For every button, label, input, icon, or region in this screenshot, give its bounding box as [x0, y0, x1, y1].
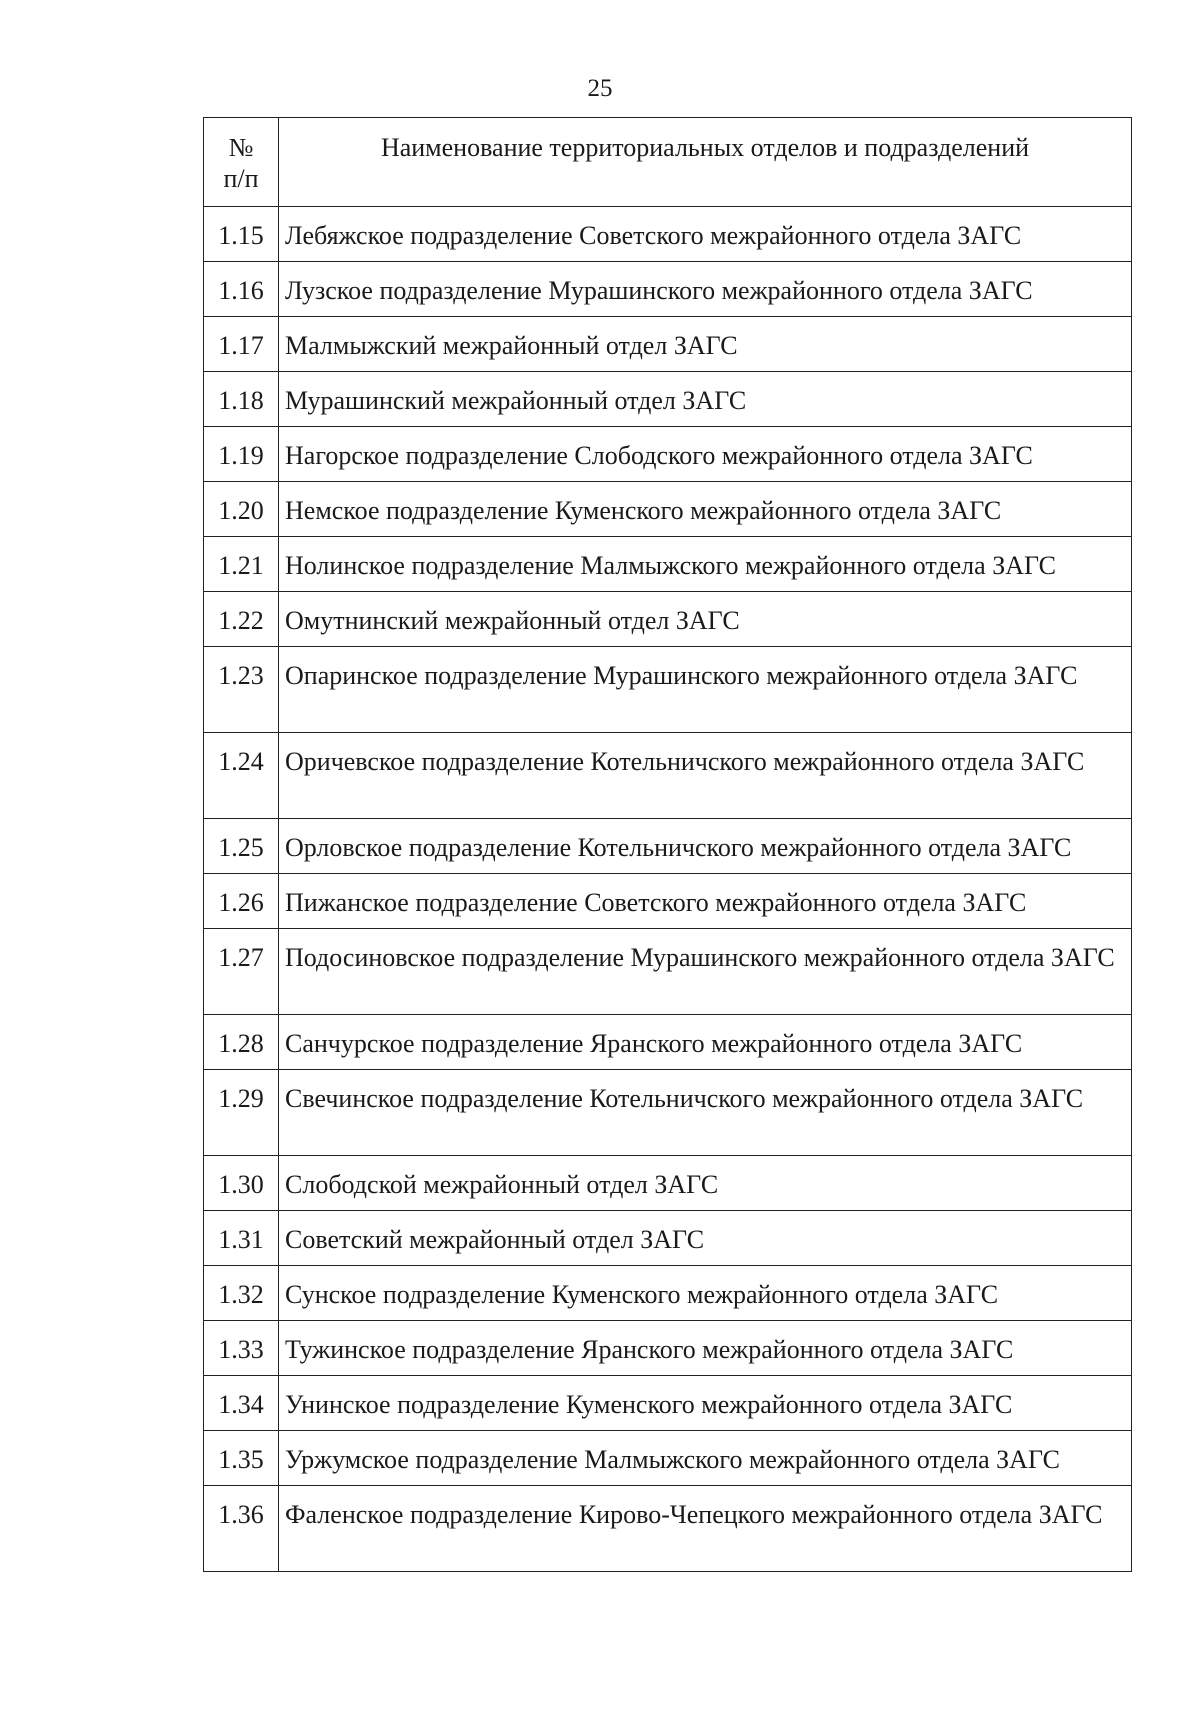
- row-name: Малмыжский межрайонный отдел ЗАГС: [279, 317, 1132, 372]
- row-number: 1.28: [204, 1015, 279, 1070]
- table-row: [204, 929, 1132, 1015]
- row-number: 1.30: [204, 1156, 279, 1211]
- table-row: [204, 1486, 1132, 1572]
- row-number: 1.34: [204, 1376, 279, 1431]
- row-number: 1.29: [204, 1070, 279, 1156]
- row-number: 1.31: [204, 1211, 279, 1266]
- row-number: 1.27: [204, 929, 279, 1015]
- row-name: Уржумское подразделение Малмыжского межрайонного отдела ЗАГС: [279, 1431, 1132, 1486]
- table-header-row: [204, 118, 1132, 207]
- row-number: 1.18: [204, 372, 279, 427]
- row-number: 1.25: [204, 819, 279, 874]
- table-row: [204, 427, 1132, 482]
- row-number: 1.22: [204, 592, 279, 647]
- row-name: Лузское подразделение Мурашинского межрайонного отдела ЗАГС: [279, 262, 1132, 317]
- table-row: [204, 207, 1132, 262]
- row-name: Унинское подразделение Куменского межрайонного отдела ЗАГС: [279, 1376, 1132, 1431]
- row-number: 1.19: [204, 427, 279, 482]
- header-number-cell: [204, 118, 279, 207]
- row-number: 1.35: [204, 1431, 279, 1486]
- row-name: Нагорское подразделение Слободского межрайонного отдела ЗАГС: [279, 427, 1132, 482]
- row-number: 1.23: [204, 647, 279, 733]
- row-number: 1.24: [204, 733, 279, 819]
- row-name: Оричевское подразделение Котельничского межрайонного отдела ЗАГС: [279, 733, 1132, 819]
- table-row: [204, 262, 1132, 317]
- table-row: [204, 1321, 1132, 1376]
- row-number: 1.21: [204, 537, 279, 592]
- row-number: 1.20: [204, 482, 279, 537]
- table-row: [204, 733, 1132, 819]
- table-row: [204, 1015, 1132, 1070]
- table-row: [204, 1070, 1132, 1156]
- row-name: Тужинское подразделение Яранского межрайонного отдела ЗАГС: [279, 1321, 1132, 1376]
- table-row: [204, 647, 1132, 733]
- row-number: 1.26: [204, 874, 279, 929]
- table-row: [204, 1211, 1132, 1266]
- row-name: Сунское подразделение Куменского межрайонного отдела ЗАГС: [279, 1266, 1132, 1321]
- table-row: [204, 482, 1132, 537]
- row-number: 1.16: [204, 262, 279, 317]
- row-number: 1.15: [204, 207, 279, 262]
- table-row: [204, 1376, 1132, 1431]
- row-name: Санчурское подразделение Яранского межрайонного отдела ЗАГС: [279, 1015, 1132, 1070]
- row-number: 1.36: [204, 1486, 279, 1572]
- header-name-cell: Наименование территориальных отделов и подразделений: [279, 118, 1132, 207]
- row-name: Немское подразделение Куменского межрайонного отдела ЗАГС: [279, 482, 1132, 537]
- row-name: Нолинское подразделение Малмыжского межрайонного отдела ЗАГС: [279, 537, 1132, 592]
- row-name: Подосиновское подразделение Мурашинского межрайонного отдела ЗАГС: [279, 929, 1132, 1015]
- row-name: Омутнинский межрайонный отдел ЗАГС: [279, 592, 1132, 647]
- row-name: Слободской межрайонный отдел ЗАГС: [279, 1156, 1132, 1211]
- row-number: 1.32: [204, 1266, 279, 1321]
- row-name: Советский межрайонный отдел ЗАГС: [279, 1211, 1132, 1266]
- row-name: Пижанское подразделение Советского межрайонного отдела ЗАГС: [279, 874, 1132, 929]
- header-number-symbol: №: [228, 133, 254, 162]
- row-number: 1.17: [204, 317, 279, 372]
- row-name: Орловское подразделение Котельничского межрайонного отдела ЗАГС: [279, 819, 1132, 874]
- table-row: [204, 317, 1132, 372]
- header-number-abbrev: п/п: [223, 164, 259, 193]
- page-number: 25: [587, 75, 613, 102]
- table-row: [204, 1266, 1132, 1321]
- row-name: Мурашинский межрайонный отдел ЗАГС: [279, 372, 1132, 427]
- table-row: [204, 874, 1132, 929]
- table-row: [204, 592, 1132, 647]
- table-row: [204, 537, 1132, 592]
- row-number: 1.33: [204, 1321, 279, 1376]
- row-name: Свечинское подразделение Котельничского межрайонного отдела ЗАГС: [279, 1070, 1132, 1156]
- row-name: Лебяжское подразделение Советского межрайонного отдела ЗАГС: [279, 207, 1132, 262]
- table-row: [204, 1431, 1132, 1486]
- row-name: Фаленское подразделение Кирово-Чепецкого межрайонного отдела ЗАГС: [279, 1486, 1132, 1572]
- table-row: [204, 819, 1132, 874]
- table-row: [204, 372, 1132, 427]
- row-name: Опаринское подразделение Мурашинского межрайонного отдела ЗАГС: [279, 647, 1132, 733]
- table-row: [204, 1156, 1132, 1211]
- departments-table: [203, 117, 1132, 1572]
